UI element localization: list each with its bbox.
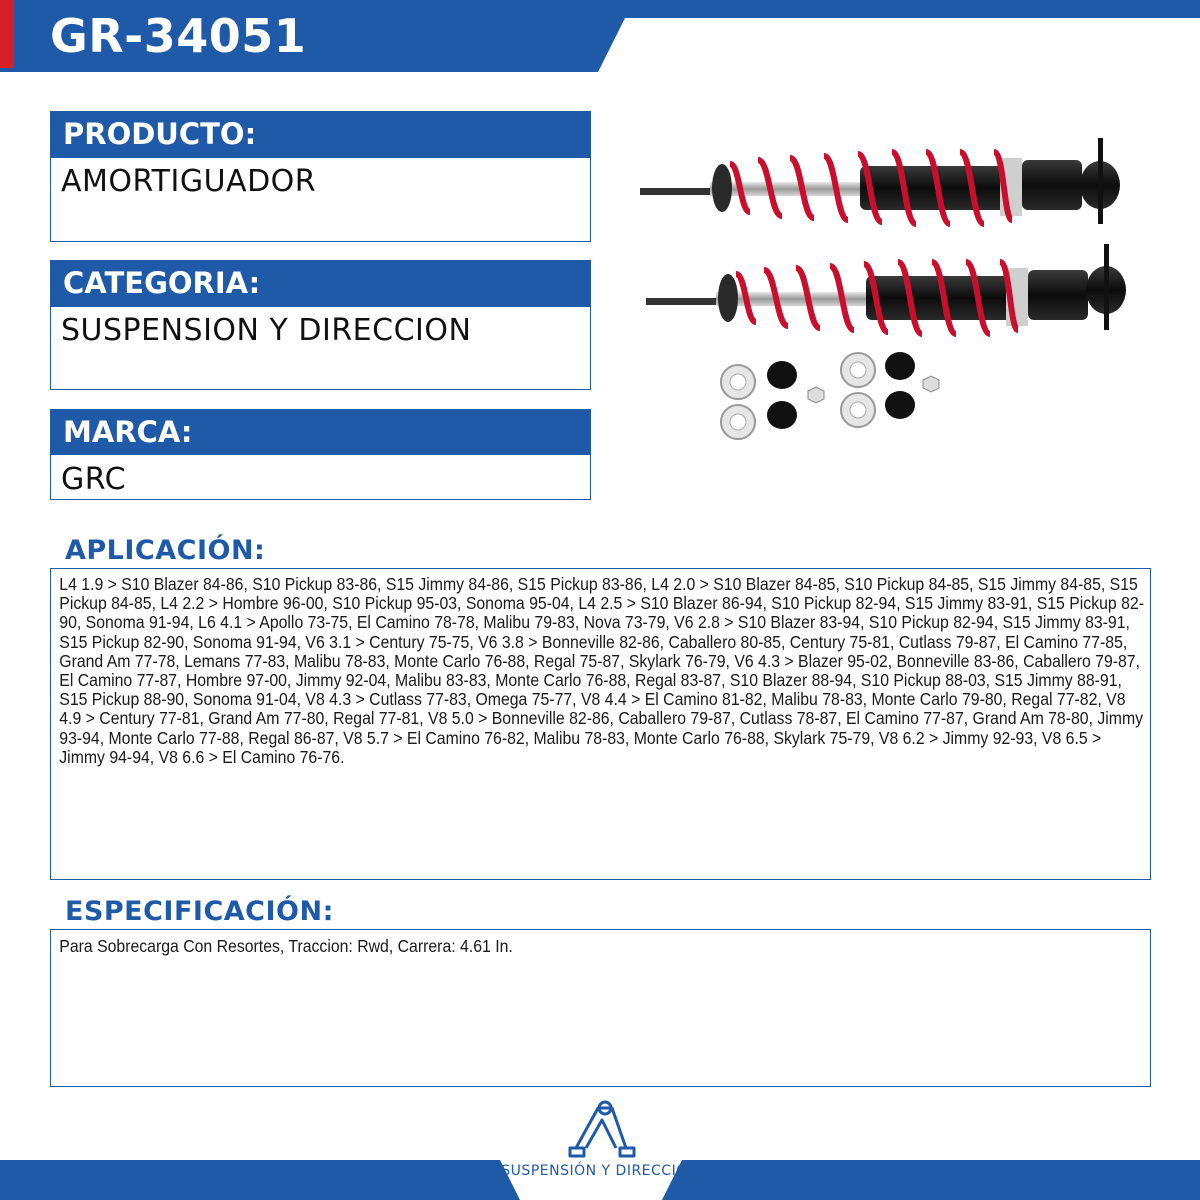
footer-category-label: SUSPENSIÓN Y DIRECCIÓN bbox=[501, 1163, 699, 1179]
categoria-label: CATEGORIA: bbox=[50, 260, 591, 306]
especificacion-box bbox=[50, 929, 1151, 1087]
aplicacion-box bbox=[50, 568, 1151, 880]
marca-label: MARCA: bbox=[50, 409, 591, 454]
categoria-value: SUSPENSION Y DIRECCION bbox=[50, 306, 591, 390]
footer-banner bbox=[0, 1090, 1200, 1200]
shock-absorber-top bbox=[640, 138, 1120, 224]
aplicacion-title: APLICACIÓN: bbox=[65, 535, 266, 566]
control-arm-icon bbox=[570, 1102, 634, 1156]
especificacion-text: Para Sobrecarga Con Resortes, Traccion: Rwd, Carrera: 4.61 In. bbox=[59, 936, 513, 956]
aplicacion-text: L4 1.9 > S10 Blazer 84-86, S10 Pickup 83-86, S15 Jimmy 84-86, S15 Pickup 83-86, L4 2.0 > S10 Blazer 84-85, S10 Pickup 84-85, S15 Jimmy 84-85, S15 Pickup 84-85, L4 2.2 > Hombre 96-00, S10 Pickup 95-03, Sonoma 95-04, L4 2.5 > S10 Blazer 86-94, S10 Pickup 82-94, S15 Jimmy 83-91, S15 Pickup 82-90, Sonoma 91-94, L6 4.1 > Apollo 73-75, El Camino 78-78, Malibu 79-83, Nova 73-79, V6 2.8 > S10 Blazer 83-94, S10 Pickup 82-94, S15 Jimmy 83-91, S15 Pickup 82-90, Sonoma 91-94, V6 3.1 > Century 75-75, V6 3.8 > Bonneville 82-86, Caballero 80-85, Century 75-81, Cutlass 79-87, El Camino 77-85, Grand Am 77-78, Lemans 77-83, Malibu 78-83, Monte Carlo 76-88, Regal 75-87, Skylark 76-79, V6 4.3 > Blazer 95-02, Bonneville 83-86, Caballero 79-87, El Camino 77-87, Hombre 97-00, Jimmy 92-04, Malibu 83-83, Monte Carlo 76-88, Regal 83-87, S10 Blazer 88-94, S10 Pickup 88-03, S15 Jimmy 88-91, S15 Pickup 88-90, Sonoma 91-04, V8 4.3 > Cutlass 77-83, Omega 75-77, V8 4.4 > El Camino 81-82, Malibu 78-83, Monte Carlo 79-80, Regal 77-82, V8 4.9 > Century 77-81, Grand Am 77-80, Regal 77-81, V8 5.0 > Bonneville 82-86, Caballero 79-87, Cutlass 78-87, El Camino 77-87, Grand Am 78-80, Jimmy 93-94, Monte Carlo 77-88, Regal 86-87, V8 5.7 > El Camino 76-82, Malibu 78-83, Monte Carlo 76-88, Skylark 75-79, V8 6.2 > Jimmy 92-93, V8 6.5 > Jimmy 94-94, V8 6.6 > El Camino 76-76. bbox=[59, 574, 1144, 767]
mounting-hardware bbox=[721, 352, 939, 439]
shock-absorber-bottom bbox=[646, 244, 1126, 334]
producto-label: PRODUCTO: bbox=[50, 111, 591, 157]
producto-value: AMORTIGUADOR bbox=[50, 157, 591, 242]
product-image bbox=[630, 130, 1150, 450]
part-number-title: GR-34051 bbox=[50, 9, 307, 63]
especificacion-title: ESPECIFICACIÓN: bbox=[65, 896, 334, 927]
marca-value: GRC bbox=[50, 454, 591, 500]
